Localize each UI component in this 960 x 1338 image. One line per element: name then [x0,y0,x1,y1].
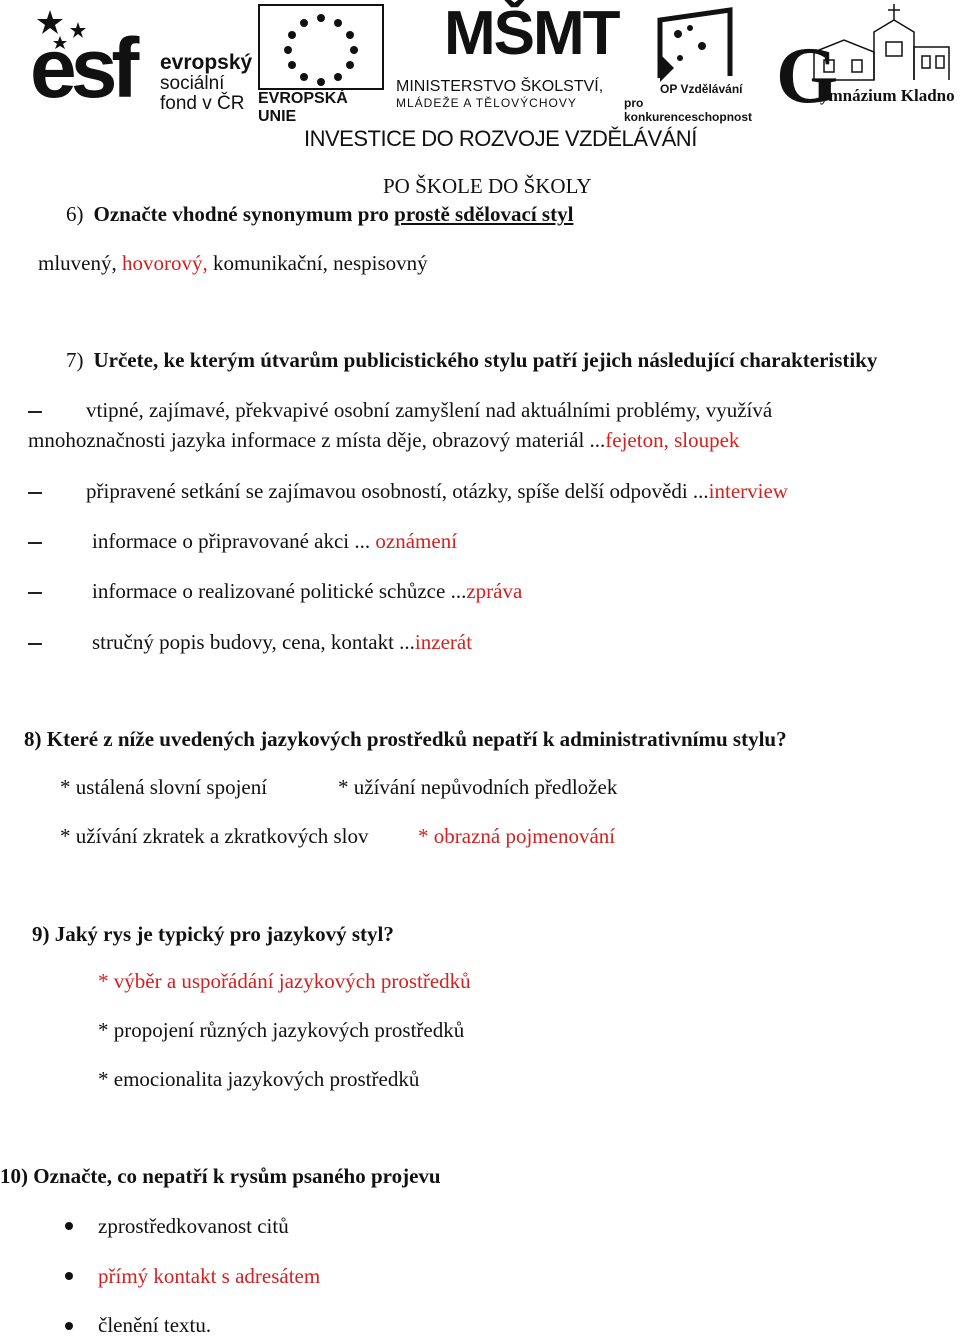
msmt-mark: MŠMT [444,0,619,68]
q7-item-1-line1: vtipné, zajímavé, překvapivé osobní zamyšlení nad aktuálními problémy, využívá [86,398,773,422]
op-graphic-icon [650,6,740,86]
op-line1: OP Vzdělávání [660,82,743,96]
q7-item-5: stručný popis budovy, cena, kontakt ...inzerát [92,630,473,654]
esf-line2: sociální [160,73,225,94]
q7-item-3: informace o připravované akci ... oznámení [92,529,458,553]
q6-option: mluvený, [38,251,117,275]
dash-bullet [28,492,42,494]
q7-item-4: informace o realizované politické schůzce ...zpráva [92,579,523,603]
eu-caption: EVROPSKÁ UNIE [258,90,348,125]
eu-flag-icon [258,4,384,90]
q7-item-1-line2: mnohoznačnosti jazyka informace z místa děje, obrazový materiál ...fejeton, sloupek [28,428,740,452]
q8-question: 8) Které z níže uvedených jazykových prostředků nepatří k administrativnímu stylu? [24,727,787,751]
q7-item-2-answer: interview [708,479,788,503]
q8-option: * užívání nepůvodních předložek [338,775,618,799]
q6-question [66,202,573,227]
op-line2: pro konkurenceschopnost [624,96,753,124]
q7-item-2: připravené setkání se zajímavou osobností, otázky, spíše delší odpovědi ...interview [86,479,788,503]
q10-option: zprostředkovanost citů [98,1214,289,1238]
q7-item-3-answer: oznámení [375,529,458,553]
q9-option-answer: * výběr a uspořádání jazykových prostředků [98,969,471,993]
gym-name: ymnázium Kladno [820,86,955,105]
bullet-icon [65,1222,73,1230]
esf-line3: fond v ČR [160,93,245,114]
q10-option-answer: přímý kontakt s adresátem [98,1264,321,1288]
q7-item-4-answer: zpráva [466,579,523,603]
bullet-icon [65,1272,73,1280]
q7-question-text: Určete, ke kterým útvarům publicistického stylu patří jejich následující charakteristiky [93,348,878,372]
esf-line1: evropský [160,51,253,74]
q10-option: členění textu. [98,1313,212,1337]
q6-question-text: Označte vhodné synonymum pro [93,202,395,226]
q6-option: komunikační, [213,251,328,275]
bullet-icon [65,1322,73,1330]
q6-number: 6) [66,202,84,226]
q7-item-1-answer: fejeton, sloupek [605,428,740,452]
q8-option: * užívání zkratek a zkratkových slov [60,824,369,848]
gym-initial: G [776,32,839,120]
esf-mark: esf [30,21,134,115]
q10-question: 10) Označte, co nepatří k rysům psaného projevu [0,1164,441,1188]
dash-bullet [28,411,42,413]
msmt-line1: MINISTERSTVO ŠKOLSTVÍ, [396,78,604,95]
esf-logo [30,6,253,115]
msmt-logo [396,0,619,110]
q8-option-answer: * obrazná pojmenování [418,824,616,848]
tagline: INVESTICE DO ROZVOJE VZDĚLÁVÁNÍ [304,126,697,151]
dash-bullet [28,542,42,544]
q6-option-answer: hovorový, [122,251,208,275]
q6-underlined-term: prostě sdělovací styl [394,202,574,226]
eu-logo [258,4,386,125]
q7-number: 7) [66,348,84,372]
q9-option: * emocionalita jazykových prostředků [98,1067,420,1091]
q9-question: 9) Jaký rys je typický pro jazykový styl? [32,922,394,946]
dash-bullet [28,643,42,645]
q8-option: * ustálená slovní spojení [60,775,268,799]
q7-question [66,348,877,373]
q9-option: * propojení různých jazykových prostředků [98,1018,465,1042]
logo-bar [0,0,960,125]
op-logo [624,6,766,124]
q7-item-5-answer: inzerát [414,630,473,654]
page-title: PO ŠKOLE DO ŠKOLY [383,174,592,198]
gymnazium-logo [776,2,956,120]
dash-bullet [28,592,42,594]
q6-options [38,251,428,276]
msmt-line2: MLÁDEŽE A TĚLOVÝCHOVY [396,96,577,110]
q6-option: nespisovný [333,251,428,275]
